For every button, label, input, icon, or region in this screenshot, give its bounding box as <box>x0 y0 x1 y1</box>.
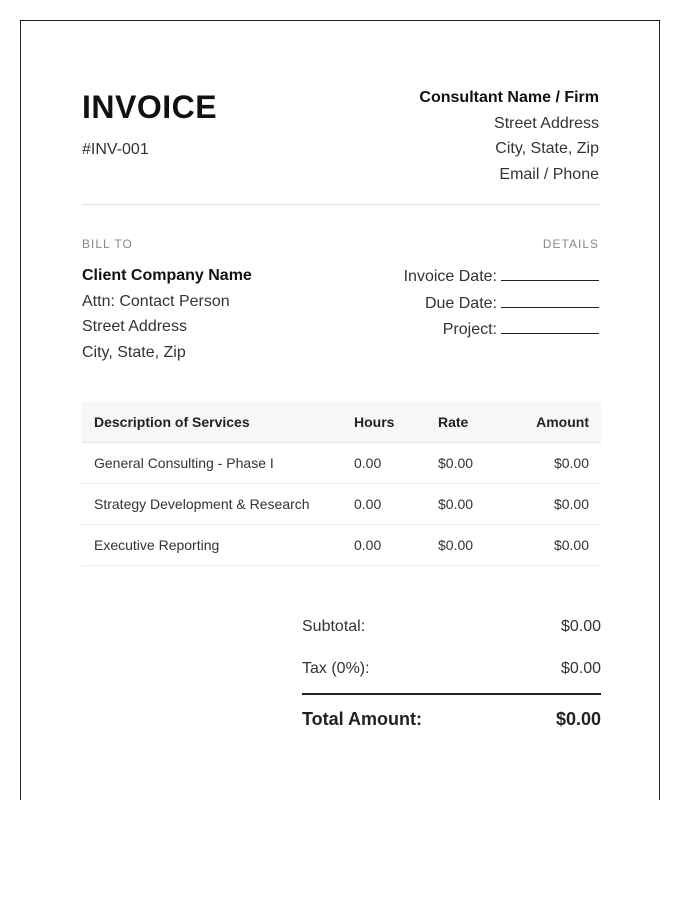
total-value: $0.00 <box>555 708 601 729</box>
due-date-row <box>404 290 599 317</box>
service-description: Executive Reporting <box>82 525 354 566</box>
invoice-title: INVOICE <box>82 89 218 125</box>
due-date-label: Due Date: <box>424 294 497 312</box>
column-header-hours: Hours <box>354 402 438 443</box>
service-hours: 0.00 <box>354 484 438 525</box>
due-date-field[interactable] <box>501 290 599 308</box>
details-label: DETAILS <box>542 237 599 251</box>
table-row <box>82 443 601 484</box>
client-attn: Attn: Contact Person <box>82 292 230 310</box>
invoice-date-label: Invoice Date: <box>403 268 497 285</box>
consultant-street: Street Address <box>494 114 599 132</box>
invoice-number: #INV-001 <box>82 141 149 158</box>
client-street: Street Address <box>82 318 187 335</box>
invoice-date-field[interactable] <box>501 263 599 281</box>
subtotal-value: $0.00 <box>560 618 601 635</box>
client-city: City, State, Zip <box>82 343 186 361</box>
subtotal-label: Subtotal: <box>302 618 366 635</box>
tax-label: Tax (0%): <box>302 660 370 677</box>
consultant-block <box>419 85 599 187</box>
client-name: Client Company Name <box>82 267 252 284</box>
details-block <box>404 263 599 343</box>
consultant-contact: Email / Phone <box>499 165 599 183</box>
table-header-row <box>82 402 601 443</box>
service-description: General Consulting - Phase I <box>82 443 354 484</box>
service-rate: $0.00 <box>438 443 522 484</box>
subtotal-row <box>302 606 601 648</box>
project-row <box>404 316 599 343</box>
invoice-date-row <box>404 263 599 290</box>
invoice-page <box>20 20 660 800</box>
column-header-rate: Rate <box>438 402 522 443</box>
project-label: Project: <box>442 321 497 338</box>
total-label: Total Amount: <box>302 708 422 729</box>
service-hours: 0.00 <box>354 525 438 566</box>
bill-to-block <box>82 263 252 365</box>
consultant-name: Consultant Name / Firm <box>419 89 599 106</box>
service-amount: $0.00 <box>522 525 601 566</box>
project-field[interactable] <box>501 316 599 334</box>
services-table <box>82 402 601 566</box>
tax-row <box>302 648 601 690</box>
tax-value: $0.00 <box>560 660 601 677</box>
table-row <box>82 525 601 566</box>
header-divider <box>82 204 601 205</box>
consultant-city: City, State, Zip <box>495 140 599 157</box>
table-row <box>82 484 601 525</box>
service-description: Strategy Development & Research <box>82 484 354 525</box>
service-amount: $0.00 <box>522 484 601 525</box>
bill-to-label: BILL TO <box>82 237 133 251</box>
column-header-amount: Amount <box>522 402 601 443</box>
service-rate: $0.00 <box>438 484 522 525</box>
totals-block <box>302 606 601 743</box>
service-rate: $0.00 <box>438 525 522 566</box>
total-row <box>302 695 601 743</box>
service-amount: $0.00 <box>522 443 601 484</box>
column-header-description: Description of Services <box>82 402 354 443</box>
service-hours: 0.00 <box>354 443 438 484</box>
